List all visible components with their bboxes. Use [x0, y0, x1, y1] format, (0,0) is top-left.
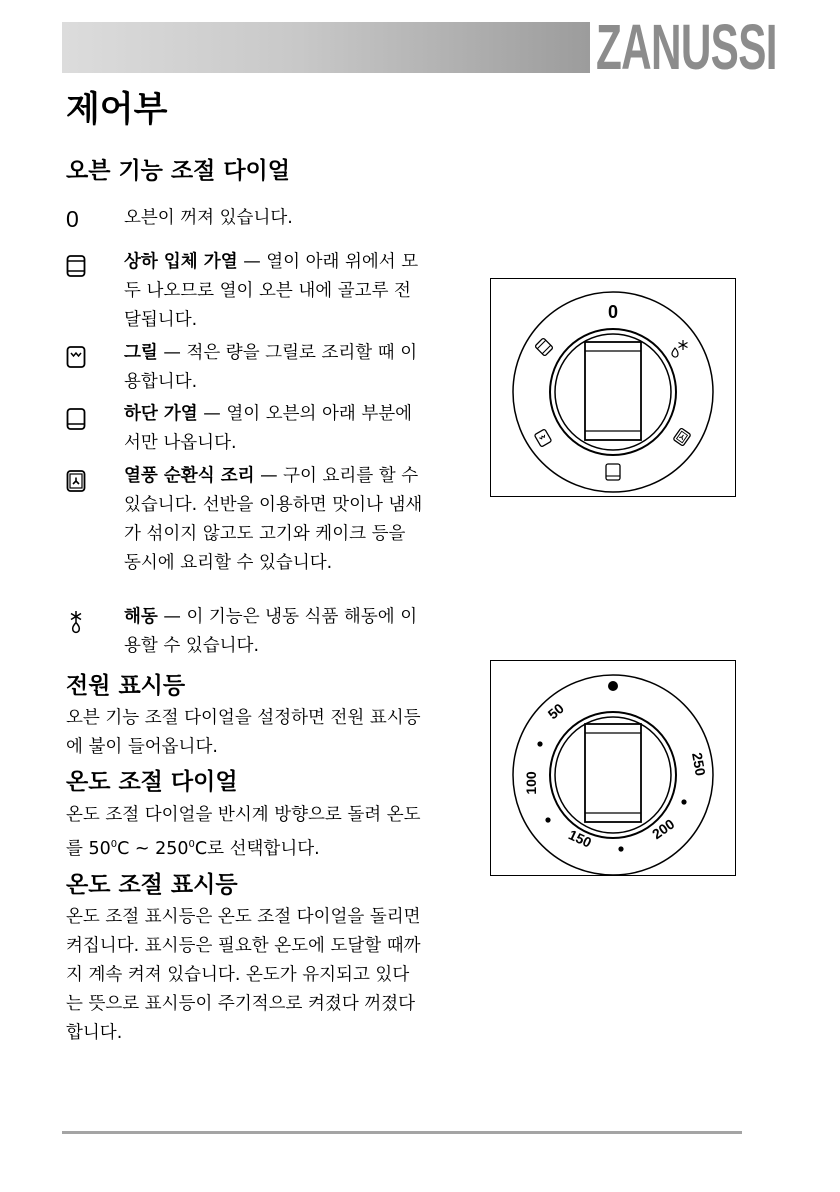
- temp-label-200: 200: [648, 815, 678, 843]
- section-heading-thermostat-dial: 온도 조절 다이얼: [66, 769, 238, 795]
- thermostat-dial-text: 온도 조절 다이얼을 반시계 방향으로 돌려 온도를 $50^0C$ ~ $250^0C$로 선택합니다.: [66, 805, 421, 859]
- dial-top-bottom-heat-icon: [535, 338, 553, 356]
- dial-bottom-heat-icon: [606, 464, 620, 480]
- item-defrost: 해동 — 이 기능은 냉동 식품 해동에 이용할 수 있습니다.: [124, 607, 418, 656]
- temp-label-150: 150: [566, 826, 595, 851]
- scale-dot: [618, 846, 623, 851]
- item-fan-cooking: 열풍 순환식 조리 — 구이 요리를 할 수 있습니다. 선반을 이용하면 맛이나 냄새가 섞이지 않고도 고기와 케이크 등을 동시에 요리할 수 있습니다.: [124, 466, 423, 573]
- dial-fan-cooking-icon: [673, 428, 691, 446]
- dial-off-label: 0: [607, 302, 619, 322]
- defrost-icon: [66, 610, 86, 634]
- temp-label-250: 250: [689, 751, 709, 778]
- thermostat-dial-drawing: [491, 661, 735, 875]
- function-dial-drawing: [491, 279, 735, 496]
- temp-label-50: 50: [544, 700, 567, 723]
- temp-label-100: 100: [523, 771, 539, 795]
- scale-dot: [545, 817, 550, 822]
- top-bottom-heat-icon: [66, 254, 86, 278]
- header-bar: [62, 22, 590, 73]
- fan-cooking-icon: [66, 469, 86, 493]
- brand-logo: ZANUSSI: [596, 11, 777, 83]
- item-bottom-heat: 하단 가열 — 열이 오븐의 아래 부분에서만 나옵니다.: [124, 404, 413, 453]
- thermostat-indicator-text: 온도 조절 표시등은 온도 조절 다이얼을 돌리면 켜집니다. 표시등은 필요한 온도에 도달할 때까지 계속 켜져 있습니다. 온도가 유지되고 있다는 뜻으로 표시등이 주기적으로 켜졌다 꺼졌다 합니다.: [66, 907, 421, 1043]
- function-dial-figure: [490, 278, 736, 497]
- item-top-bottom-heat: 상하 입체 가열 — 열이 아래 위에서 모두 나오므로 열이 오븐 내에 골고루 전달됩니다.: [124, 252, 419, 330]
- item-off: 오븐이 꺼져 있습니다.: [124, 208, 293, 228]
- dial-defrost-icon: [672, 340, 688, 357]
- off-symbol: 0: [66, 206, 79, 232]
- power-indicator-text: 오븐 기능 조절 다이얼을 설정하면 전원 표시등에 불이 들어옵니다.: [66, 708, 421, 757]
- off-position-dot: [608, 681, 618, 691]
- section-heading-function-dial: 오븐 기능 조절 다이얼: [66, 158, 290, 184]
- section-heading-power-indicator: 전원 표시등: [66, 673, 186, 699]
- thermostat-dial-figure: [490, 660, 736, 876]
- grill-icon: [66, 345, 86, 369]
- scale-dot: [681, 799, 686, 804]
- bottom-heat-icon: [66, 407, 86, 431]
- item-grill: 그릴 — 적은 량을 그릴로 조리할 때 이용합니다.: [124, 343, 418, 392]
- dial-grill-icon: [534, 429, 551, 447]
- page-title: 제어부: [66, 90, 168, 130]
- scale-dot: [537, 741, 542, 746]
- footer-rule: [62, 1131, 742, 1134]
- section-heading-thermostat-indicator: 온도 조절 표시등: [66, 872, 238, 898]
